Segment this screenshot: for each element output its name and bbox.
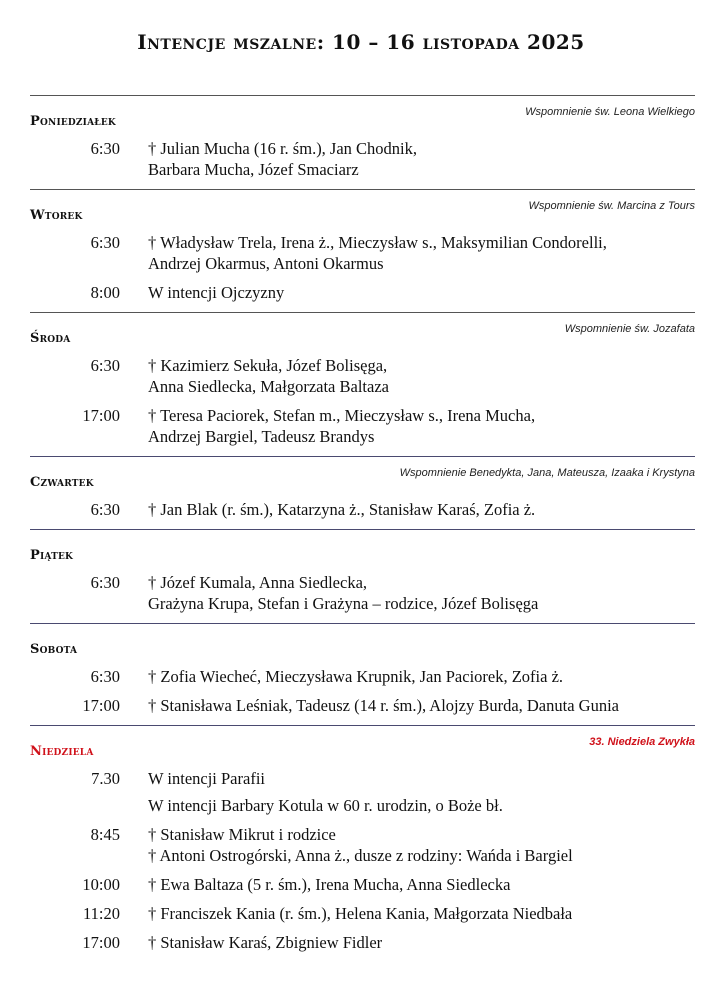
intentions	[148, 232, 695, 274]
mass-row	[30, 666, 695, 687]
mass-row	[30, 768, 695, 816]
day-section	[30, 726, 695, 962]
intention	[148, 666, 695, 687]
mass-row	[30, 405, 695, 447]
day-header	[30, 465, 695, 491]
mass-time: 8:45	[90, 825, 120, 844]
intentions	[148, 572, 695, 614]
intentions	[148, 695, 695, 716]
intention-line: † Ewa Baltaza (5 r. śm.), Irena Mucha, Anna Siedlecka	[148, 875, 511, 894]
mass-time: 17:00	[82, 933, 120, 952]
intentions	[148, 138, 695, 180]
intention	[148, 138, 695, 180]
day-section	[30, 457, 695, 529]
intention	[148, 499, 695, 520]
mass-time: 10:00	[82, 875, 120, 894]
intention-line: Andrzej Bargiel, Tadeusz Brandys	[148, 427, 375, 446]
intention	[148, 355, 695, 397]
schedule	[30, 95, 695, 962]
intentions	[148, 932, 695, 953]
mass-time: 6:30	[90, 500, 120, 519]
intention	[148, 874, 695, 895]
mass-row	[30, 903, 695, 924]
day-name: Czwartek	[30, 475, 94, 490]
mass-time: 6:30	[90, 233, 120, 252]
intention-line: W intencji Ojczyzny	[148, 283, 285, 302]
day-section	[30, 530, 695, 623]
mass-time: 7.30	[91, 769, 120, 788]
mass-time: 6:30	[90, 139, 120, 158]
day-name: Środa	[30, 331, 71, 346]
day-header	[30, 538, 695, 564]
mass-row	[30, 932, 695, 953]
intentions	[148, 282, 695, 303]
intention-line: † Julian Mucha (16 r. śm.), Jan Chodnik,	[148, 139, 418, 158]
mass-row	[30, 232, 695, 274]
intention-line: † Stanisław Karaś, Zbigniew Fidler	[148, 933, 383, 952]
intention-line: Andrzej Okarmus, Antoni Okarmus	[148, 254, 384, 273]
day-header	[30, 321, 695, 347]
page-title: Intencje mszalne: 10 – 16 listopada 2025	[137, 30, 585, 54]
intention	[148, 282, 695, 303]
intention	[148, 768, 695, 789]
intention-line: † Stanisław Mikrut i rodzice	[148, 825, 336, 844]
mass-time: 17:00	[82, 406, 120, 425]
intention	[148, 572, 695, 614]
intention-line: † Zofia Wiecheć, Mieczysława Krupnik, Jan Paciorek, Zofia ż.	[148, 667, 564, 686]
intention-line: † Jan Blak (r. śm.), Katarzyna ż., Stanisław Karaś, Zofia ż.	[148, 500, 536, 519]
day-section	[30, 624, 695, 725]
mass-time: 6:30	[90, 667, 120, 686]
intention	[148, 232, 695, 274]
intention	[148, 695, 695, 716]
day-name: Wtorek	[30, 208, 83, 223]
mass-row	[30, 572, 695, 614]
day-header	[30, 632, 695, 658]
intentions	[148, 355, 695, 397]
intentions	[148, 405, 695, 447]
intention	[148, 405, 695, 447]
day-name: Poniedziałek	[30, 114, 116, 129]
intention	[148, 824, 695, 866]
intention-line: W intencji Parafii	[148, 769, 265, 788]
day-header	[30, 104, 695, 130]
day-header	[30, 198, 695, 224]
mass-time: 17:00	[82, 696, 120, 715]
intentions	[148, 903, 695, 924]
mass-time: 11:20	[83, 904, 120, 923]
intention-line: † Antoni Ostrogórski, Anna ż., dusze z rodziny: Wańda i Bargiel	[148, 846, 573, 865]
intention-line: † Stanisława Leśniak, Tadeusz (14 r. śm.), Alojzy Burda, Danuta Gunia	[148, 696, 619, 715]
mass-row	[30, 874, 695, 895]
mass-time: 6:30	[90, 573, 120, 592]
mass-time: 6:30	[90, 356, 120, 375]
day-section	[30, 313, 695, 456]
intention-line: † Józef Kumala, Anna Siedlecka,	[148, 573, 368, 592]
memorial-note: Wspomnienie św. Jozafata	[564, 323, 695, 335]
intention-line: † Franciszek Kania (r. śm.), Helena Kania, Małgorzata Niedbała	[148, 904, 573, 923]
intentions	[148, 768, 695, 816]
intentions	[148, 824, 695, 866]
intention-line: W intencji Barbary Kotula w 60 r. urodzin, o Boże bł.	[148, 796, 503, 815]
intention-line: Barbara Mucha, Józef Smaciarz	[148, 160, 359, 179]
mass-row	[30, 282, 695, 303]
intentions	[148, 499, 695, 520]
mass-row	[30, 499, 695, 520]
memorial-note: 33. Niedziela Zwykła	[589, 736, 695, 748]
day-header	[30, 734, 695, 760]
day-name: Piątek	[30, 548, 74, 563]
day-name: Niedziela	[30, 744, 94, 759]
intentions	[148, 874, 695, 895]
intention-line: † Kazimierz Sekuła, Józef Bolisęga,	[148, 356, 388, 375]
day-section	[30, 190, 695, 312]
mass-row	[30, 824, 695, 866]
intentions	[148, 666, 695, 687]
day-section	[30, 96, 695, 189]
intention	[148, 795, 695, 816]
mass-row	[30, 695, 695, 716]
memorial-note: Wspomnienie św. Marcina z Tours	[528, 200, 695, 212]
memorial-note: Wspomnienie św. Leona Wielkiego	[525, 106, 695, 118]
day-name: Sobota	[30, 642, 78, 657]
intention-line: † Władysław Trela, Irena ż., Mieczysław s., Maksymilian Condorelli,	[148, 233, 607, 252]
intention	[148, 903, 695, 924]
intention-line: Anna Siedlecka, Małgorzata Baltaza	[148, 377, 389, 396]
intention-line: † Teresa Paciorek, Stefan m., Mieczysław s., Irena Mucha,	[148, 406, 536, 425]
mass-time: 8:00	[90, 283, 120, 302]
intention	[148, 932, 695, 953]
mass-row	[30, 138, 695, 180]
memorial-note: Wspomnienie Benedykta, Jana, Mateusza, Izaaka i Krystyna	[399, 467, 695, 479]
mass-row	[30, 355, 695, 397]
intention-line: Grażyna Krupa, Stefan i Grażyna – rodzice, Józef Bolisęga	[148, 594, 539, 613]
